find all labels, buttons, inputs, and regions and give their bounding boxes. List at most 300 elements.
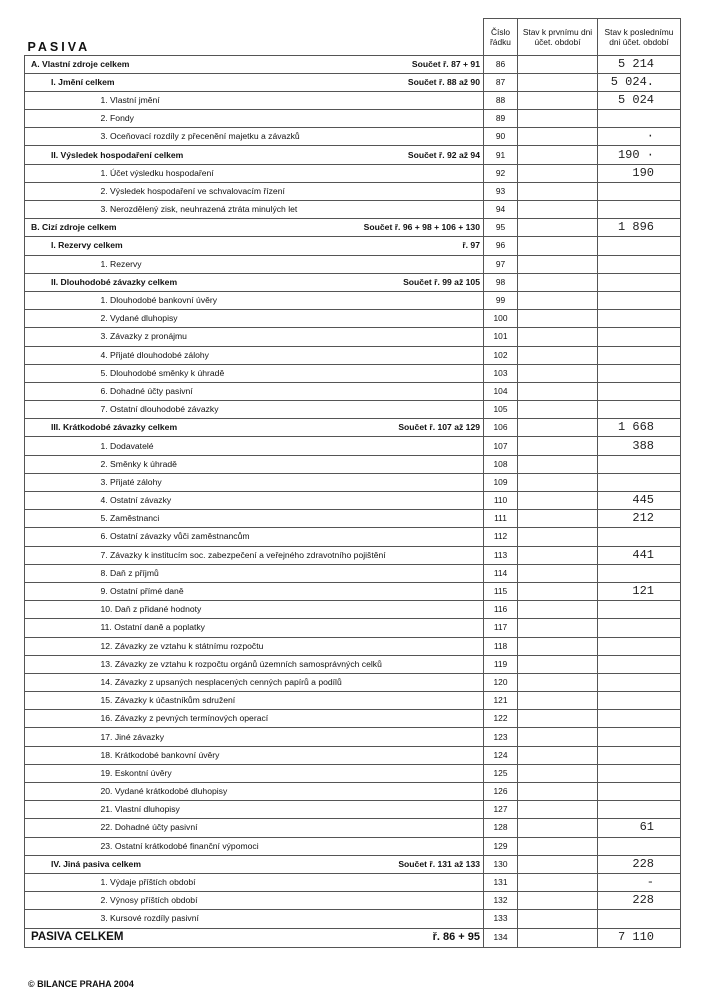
row-label-text: 2. Výsledek hospodaření ve schvalovacím řízení bbox=[100, 185, 285, 196]
row-label bbox=[95, 837, 484, 855]
table-row bbox=[25, 582, 681, 600]
last-period-value bbox=[598, 201, 681, 219]
row-label bbox=[25, 219, 484, 237]
first-period-value bbox=[518, 783, 598, 801]
last-period-value bbox=[598, 619, 681, 637]
last-period-value bbox=[598, 746, 681, 764]
table-row bbox=[25, 473, 681, 491]
row-label bbox=[95, 437, 484, 455]
first-period-value bbox=[518, 601, 598, 619]
row-label-text: 7. Závazky k institucím soc. zabezpečení a veřejného zdravotního pojištění bbox=[100, 549, 386, 560]
indent-cell bbox=[25, 328, 95, 346]
row-label-text: 1. Rezervy bbox=[100, 258, 142, 269]
table-row bbox=[25, 746, 681, 764]
row-number: 120 bbox=[484, 673, 518, 691]
row-number-header: Číslo řádku bbox=[484, 19, 518, 56]
table-row bbox=[25, 510, 681, 528]
indent-cell bbox=[25, 128, 95, 146]
row-label-text: 17. Jiné závazky bbox=[100, 731, 165, 742]
row-sum-formula: ř. 97 bbox=[462, 240, 480, 251]
row-label bbox=[95, 819, 484, 837]
last-period-value bbox=[598, 764, 681, 782]
row-label bbox=[95, 728, 484, 746]
indent-cell bbox=[25, 382, 95, 400]
table-row bbox=[25, 528, 681, 546]
first-period-value bbox=[518, 419, 598, 437]
row-label-text: 1. Dodavatelé bbox=[100, 440, 154, 451]
total-last-period-value: 7 110 bbox=[598, 928, 681, 947]
table-row bbox=[25, 855, 681, 873]
first-period-value bbox=[518, 382, 598, 400]
last-period-value bbox=[598, 564, 681, 582]
row-label-text: 1. Dlouhodobé bankovní úvěry bbox=[100, 295, 218, 306]
first-period-value bbox=[518, 492, 598, 510]
table-row bbox=[25, 164, 681, 182]
indent-cell bbox=[25, 455, 95, 473]
table-row bbox=[25, 492, 681, 510]
first-period-value bbox=[518, 673, 598, 691]
total-row-number: 134 bbox=[484, 928, 518, 947]
row-label bbox=[95, 255, 484, 273]
table-row bbox=[25, 273, 681, 291]
row-number: 127 bbox=[484, 801, 518, 819]
first-period-value bbox=[518, 692, 598, 710]
row-number: 123 bbox=[484, 728, 518, 746]
indent-cell bbox=[25, 255, 95, 273]
row-label bbox=[95, 710, 484, 728]
row-label-text: 5. Dlouhodobé směnky k úhradě bbox=[100, 367, 225, 378]
row-label bbox=[95, 310, 484, 328]
table-row bbox=[25, 910, 681, 928]
row-number: 107 bbox=[484, 437, 518, 455]
indent-cell bbox=[25, 692, 95, 710]
last-period-value: 121 bbox=[598, 582, 681, 600]
row-number: 99 bbox=[484, 291, 518, 309]
indent-cell bbox=[25, 910, 95, 928]
row-number: 125 bbox=[484, 764, 518, 782]
indent-cell bbox=[25, 582, 95, 600]
row-label-text: 3. Kursové rozdíly pasivní bbox=[100, 913, 199, 924]
balance-sheet bbox=[24, 18, 680, 948]
row-number: 119 bbox=[484, 655, 518, 673]
row-label bbox=[25, 855, 484, 873]
first-period-value bbox=[518, 801, 598, 819]
row-label-text: 20. Vydané krátkodobé dluhopisy bbox=[100, 786, 228, 797]
indent-cell bbox=[25, 637, 95, 655]
row-label-text: I. Rezervy celkem bbox=[51, 240, 123, 251]
last-period-value bbox=[598, 364, 681, 382]
row-number: 89 bbox=[484, 110, 518, 128]
row-label bbox=[95, 455, 484, 473]
first-period-value bbox=[518, 746, 598, 764]
table-row bbox=[25, 419, 681, 437]
row-label bbox=[95, 801, 484, 819]
row-label-text: 13. Závazky ze vztahu k rozpočtu orgánů územních samosprávných celků bbox=[100, 658, 382, 669]
last-period-value bbox=[598, 728, 681, 746]
row-label bbox=[25, 146, 484, 164]
row-number: 93 bbox=[484, 182, 518, 200]
row-label-text: 22. Dohadné účty pasivní bbox=[100, 822, 198, 833]
indent-cell bbox=[25, 764, 95, 782]
row-label bbox=[95, 128, 484, 146]
last-period-value: 5 214 bbox=[598, 55, 681, 73]
row-label bbox=[95, 546, 484, 564]
row-number: 86 bbox=[484, 55, 518, 73]
indent-cell bbox=[25, 619, 95, 637]
row-number: 92 bbox=[484, 164, 518, 182]
table-row bbox=[25, 728, 681, 746]
first-period-value bbox=[518, 73, 598, 91]
last-period-value bbox=[598, 110, 681, 128]
row-label bbox=[95, 201, 484, 219]
indent-cell bbox=[25, 673, 95, 691]
row-label-text: 7. Ostatní dlouhodobé závazky bbox=[100, 404, 219, 415]
row-label-text: 3. Nerozdělený zisk, neuhrazená ztráta minulých let bbox=[100, 204, 298, 215]
row-label bbox=[95, 291, 484, 309]
row-label-text: 12. Závazky ze vztahu k státnímu rozpočtu bbox=[100, 640, 264, 651]
last-period-value: 190 · bbox=[598, 146, 681, 164]
first-period-value bbox=[518, 637, 598, 655]
last-period-value: 388 bbox=[598, 437, 681, 455]
indent-cell bbox=[25, 401, 95, 419]
table-row bbox=[25, 819, 681, 837]
row-label-text: 16. Závazky z pevných termínových operací bbox=[100, 713, 269, 724]
first-period-value bbox=[518, 837, 598, 855]
row-label bbox=[95, 892, 484, 910]
first-period-value bbox=[518, 328, 598, 346]
row-label-text: 9. Ostatní přímé daně bbox=[100, 586, 184, 597]
last-period-header: Stav k poslednímu dni účet. období bbox=[598, 19, 681, 56]
indent-cell bbox=[25, 528, 95, 546]
footer-copyright: © BILANCE PRAHA 2004 bbox=[28, 979, 134, 989]
first-period-value bbox=[518, 164, 598, 182]
total-row bbox=[25, 928, 681, 947]
row-label bbox=[25, 419, 484, 437]
row-number: 102 bbox=[484, 346, 518, 364]
row-number: 115 bbox=[484, 582, 518, 600]
row-label bbox=[95, 619, 484, 637]
pasiva-table bbox=[24, 18, 681, 948]
indent-cell bbox=[25, 819, 95, 837]
last-period-value: 228 bbox=[598, 892, 681, 910]
table-row bbox=[25, 401, 681, 419]
row-label-text: 6. Ostatní závazky vůči zaměstnancům bbox=[100, 531, 250, 542]
row-label bbox=[95, 91, 484, 109]
row-label-text: 2. Výnosy příštích období bbox=[100, 895, 198, 906]
indent-cell bbox=[25, 801, 95, 819]
row-label bbox=[95, 346, 484, 364]
row-label bbox=[95, 873, 484, 891]
row-sum-formula: Součet ř. 96 + 98 + 106 + 130 bbox=[363, 222, 480, 233]
row-label-text: 2. Fondy bbox=[100, 113, 134, 124]
indent-cell bbox=[25, 182, 95, 200]
row-label bbox=[95, 473, 484, 491]
row-label-text: 5. Zaměstnanci bbox=[100, 513, 160, 524]
last-period-value: 61 bbox=[598, 819, 681, 837]
last-period-value: 212 bbox=[598, 510, 681, 528]
row-number: 116 bbox=[484, 601, 518, 619]
table-row bbox=[25, 73, 681, 91]
table-row bbox=[25, 146, 681, 164]
indent-cell bbox=[25, 746, 95, 764]
row-label-text: II. Výsledek hospodaření celkem bbox=[51, 149, 184, 160]
row-number: 113 bbox=[484, 546, 518, 564]
last-period-value bbox=[598, 346, 681, 364]
last-period-value bbox=[598, 255, 681, 273]
row-sum-formula: Součet ř. 131 až 133 bbox=[398, 858, 480, 869]
table-row bbox=[25, 328, 681, 346]
row-number: 97 bbox=[484, 255, 518, 273]
page-title: PASIVA bbox=[27, 39, 91, 54]
first-period-value bbox=[518, 291, 598, 309]
indent-cell bbox=[25, 346, 95, 364]
first-period-value bbox=[518, 892, 598, 910]
table-row bbox=[25, 546, 681, 564]
indent-cell bbox=[25, 783, 95, 801]
table-row bbox=[25, 91, 681, 109]
last-period-value: - bbox=[598, 873, 681, 891]
table-row bbox=[25, 219, 681, 237]
last-period-value bbox=[598, 655, 681, 673]
row-label-text: II. Dlouhodobé závazky celkem bbox=[51, 276, 178, 287]
table-row bbox=[25, 673, 681, 691]
last-period-value bbox=[598, 291, 681, 309]
last-period-value bbox=[598, 401, 681, 419]
first-period-value bbox=[518, 310, 598, 328]
row-number: 131 bbox=[484, 873, 518, 891]
last-period-value bbox=[598, 310, 681, 328]
table-row bbox=[25, 692, 681, 710]
indent-cell bbox=[25, 364, 95, 382]
row-label-text: 14. Závazky z upsaných nesplacených cenných papírů a podílů bbox=[100, 676, 342, 687]
last-period-value bbox=[598, 910, 681, 928]
table-row bbox=[25, 455, 681, 473]
row-label bbox=[95, 746, 484, 764]
row-number: 95 bbox=[484, 219, 518, 237]
row-label bbox=[95, 655, 484, 673]
total-label-text: PASIVA CELKEM bbox=[31, 931, 124, 943]
first-period-value bbox=[518, 437, 598, 455]
last-period-value bbox=[598, 783, 681, 801]
table-row bbox=[25, 364, 681, 382]
row-label-text: A. Vlastní zdroje celkem bbox=[31, 58, 130, 69]
first-period-value bbox=[518, 364, 598, 382]
first-period-value bbox=[518, 910, 598, 928]
first-period-value bbox=[518, 655, 598, 673]
last-period-value: 1 896 bbox=[598, 219, 681, 237]
row-number: 91 bbox=[484, 146, 518, 164]
total-first-period-value bbox=[518, 928, 598, 947]
indent-cell bbox=[25, 164, 95, 182]
last-period-value bbox=[598, 328, 681, 346]
table-row bbox=[25, 128, 681, 146]
row-number: 90 bbox=[484, 128, 518, 146]
row-label-text: 3. Závazky z pronájmu bbox=[100, 331, 187, 342]
row-label bbox=[95, 783, 484, 801]
last-period-value bbox=[598, 455, 681, 473]
table-row bbox=[25, 783, 681, 801]
row-label-text: 4. Ostatní závazky bbox=[100, 495, 172, 506]
row-number: 117 bbox=[484, 619, 518, 637]
first-period-value bbox=[518, 237, 598, 255]
table-row bbox=[25, 382, 681, 400]
row-label-text: 2. Směnky k úhradě bbox=[100, 458, 177, 469]
last-period-value: · bbox=[598, 128, 681, 146]
row-sum-formula: Součet ř. 92 až 94 bbox=[407, 149, 480, 160]
first-period-value bbox=[518, 110, 598, 128]
last-period-value bbox=[598, 273, 681, 291]
last-period-value bbox=[598, 382, 681, 400]
last-period-value bbox=[598, 528, 681, 546]
row-number: 129 bbox=[484, 837, 518, 855]
last-period-value bbox=[598, 237, 681, 255]
row-label-text: IV. Jiná pasiva celkem bbox=[51, 858, 141, 869]
table-row bbox=[25, 764, 681, 782]
last-period-value bbox=[598, 182, 681, 200]
table-row bbox=[25, 255, 681, 273]
row-number: 88 bbox=[484, 91, 518, 109]
row-number: 100 bbox=[484, 310, 518, 328]
first-period-value bbox=[518, 55, 598, 73]
row-number: 94 bbox=[484, 201, 518, 219]
indent-cell bbox=[25, 291, 95, 309]
row-label bbox=[95, 164, 484, 182]
table-row bbox=[25, 837, 681, 855]
first-period-value bbox=[518, 255, 598, 273]
row-label bbox=[95, 692, 484, 710]
row-label bbox=[95, 528, 484, 546]
row-label-text: 1. Účet výsledku hospodaření bbox=[100, 167, 214, 178]
row-number: 101 bbox=[484, 328, 518, 346]
first-period-value bbox=[518, 546, 598, 564]
header-row bbox=[25, 19, 681, 56]
table-row bbox=[25, 892, 681, 910]
total-label bbox=[25, 928, 484, 947]
first-period-value bbox=[518, 182, 598, 200]
row-label-text: 19. Eskontní úvěry bbox=[100, 767, 172, 778]
row-label-text: III. Krátkodobé závazky celkem bbox=[51, 422, 178, 433]
row-number: 118 bbox=[484, 637, 518, 655]
first-period-value bbox=[518, 201, 598, 219]
row-label bbox=[95, 382, 484, 400]
first-period-value bbox=[518, 473, 598, 491]
row-number: 126 bbox=[484, 783, 518, 801]
indent-cell bbox=[25, 837, 95, 855]
last-period-value bbox=[598, 692, 681, 710]
row-number: 130 bbox=[484, 855, 518, 873]
first-period-value bbox=[518, 346, 598, 364]
table-row bbox=[25, 637, 681, 655]
indent-cell bbox=[25, 564, 95, 582]
indent-cell bbox=[25, 310, 95, 328]
table-row bbox=[25, 601, 681, 619]
row-label-text: 11. Ostatní daně a poplatky bbox=[100, 622, 205, 633]
table-row bbox=[25, 237, 681, 255]
last-period-value bbox=[598, 637, 681, 655]
row-label bbox=[95, 401, 484, 419]
row-label-text: 6. Dohadné účty pasivní bbox=[100, 385, 193, 396]
row-label-text: 2. Vydané dluhopisy bbox=[100, 313, 178, 324]
row-label bbox=[25, 237, 484, 255]
indent-cell bbox=[25, 110, 95, 128]
row-label-text: 10. Daň z přidané hodnoty bbox=[100, 604, 202, 615]
table-row bbox=[25, 346, 681, 364]
row-number: 105 bbox=[484, 401, 518, 419]
indent-cell bbox=[25, 510, 95, 528]
indent-cell bbox=[25, 91, 95, 109]
first-period-header: Stav k prvnímu dni účet. období bbox=[518, 19, 598, 56]
row-number: 108 bbox=[484, 455, 518, 473]
table-row bbox=[25, 291, 681, 309]
row-label-text: 23. Ostatní krátkodobé finanční výpomoci bbox=[100, 840, 259, 851]
row-number: 112 bbox=[484, 528, 518, 546]
last-period-value: 445 bbox=[598, 492, 681, 510]
indent-cell bbox=[25, 892, 95, 910]
row-label bbox=[95, 564, 484, 582]
first-period-value bbox=[518, 91, 598, 109]
row-label-text: 18. Krátkodobé bankovní úvěry bbox=[100, 749, 220, 760]
first-period-value bbox=[518, 146, 598, 164]
row-number: 106 bbox=[484, 419, 518, 437]
row-label-text: 1. Vlastní jmění bbox=[100, 94, 160, 105]
first-period-value bbox=[518, 873, 598, 891]
row-label bbox=[25, 55, 484, 73]
table-row bbox=[25, 55, 681, 73]
row-sum-formula: Součet ř. 99 až 105 bbox=[403, 276, 480, 287]
last-period-value: 190 bbox=[598, 164, 681, 182]
table-row bbox=[25, 655, 681, 673]
table-row bbox=[25, 110, 681, 128]
row-sum-formula: Součet ř. 88 až 90 bbox=[407, 76, 480, 87]
row-number: 103 bbox=[484, 364, 518, 382]
indent-cell bbox=[25, 473, 95, 491]
row-label bbox=[95, 492, 484, 510]
first-period-value bbox=[518, 510, 598, 528]
row-label bbox=[95, 764, 484, 782]
indent-cell bbox=[25, 710, 95, 728]
last-period-value bbox=[598, 837, 681, 855]
first-period-value bbox=[518, 528, 598, 546]
indent-cell bbox=[25, 546, 95, 564]
row-number: 111 bbox=[484, 510, 518, 528]
row-label-text: 4. Přijaté dlouhodobé zálohy bbox=[100, 349, 209, 360]
row-sum-formula: Součet ř. 87 + 91 bbox=[411, 58, 480, 69]
last-period-value: 228 bbox=[598, 855, 681, 873]
row-label-text: 3. Přijaté zálohy bbox=[100, 476, 162, 487]
indent-cell bbox=[25, 728, 95, 746]
first-period-value bbox=[518, 582, 598, 600]
row-number: 133 bbox=[484, 910, 518, 928]
last-period-value bbox=[598, 473, 681, 491]
indent-cell bbox=[25, 655, 95, 673]
first-period-value bbox=[518, 128, 598, 146]
row-label bbox=[95, 328, 484, 346]
table-row bbox=[25, 710, 681, 728]
last-period-value: 1 668 bbox=[598, 419, 681, 437]
first-period-value bbox=[518, 401, 598, 419]
row-number: 110 bbox=[484, 492, 518, 510]
indent-cell bbox=[25, 201, 95, 219]
row-number: 121 bbox=[484, 692, 518, 710]
row-label bbox=[95, 510, 484, 528]
row-label bbox=[95, 673, 484, 691]
row-label bbox=[95, 364, 484, 382]
row-label-text: 21. Vlastní dluhopisy bbox=[100, 804, 180, 815]
row-label bbox=[95, 637, 484, 655]
first-period-value bbox=[518, 764, 598, 782]
table-row bbox=[25, 564, 681, 582]
first-period-value bbox=[518, 455, 598, 473]
